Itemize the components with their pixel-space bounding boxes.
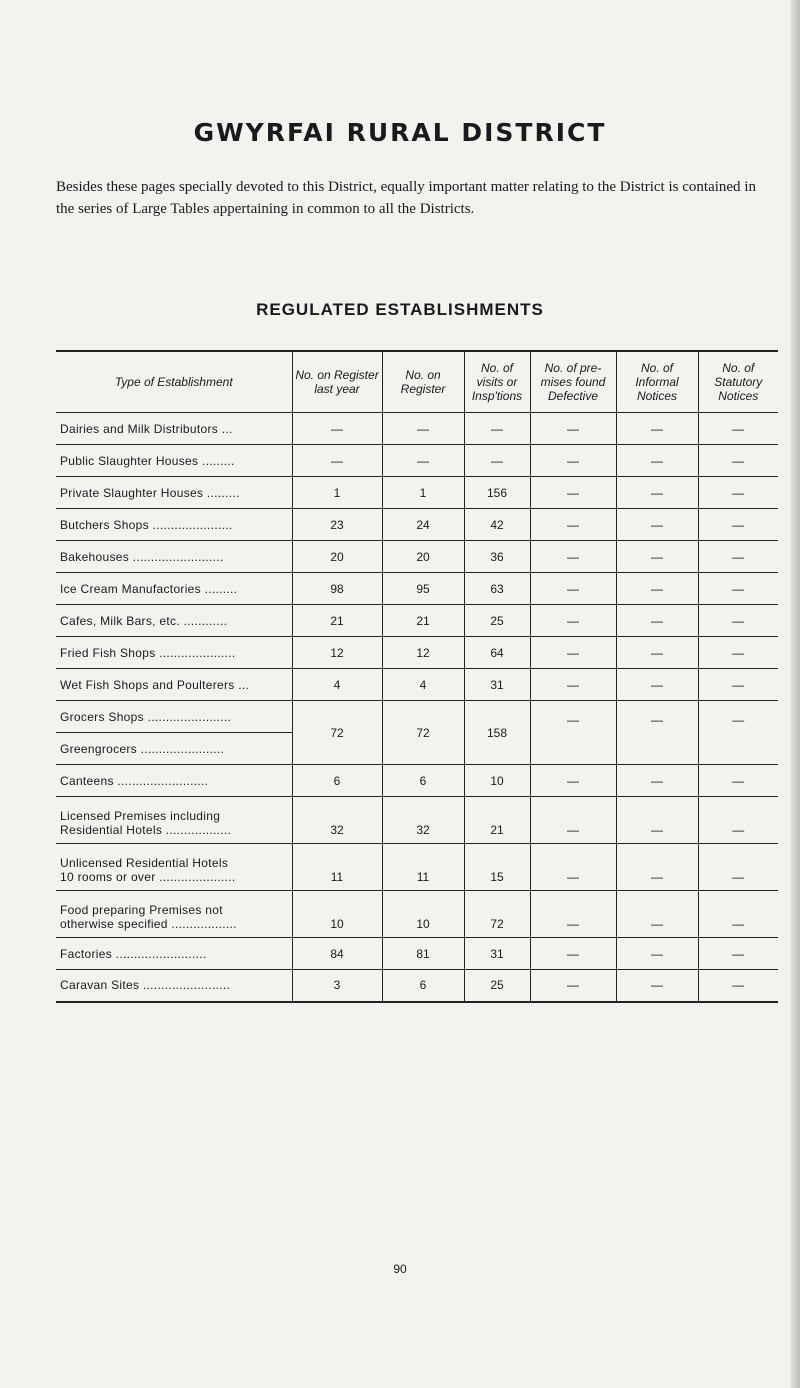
establishment-type bbox=[56, 797, 292, 844]
cell-stat: — bbox=[698, 669, 778, 701]
cell-def: — bbox=[530, 844, 616, 891]
cell-visits: 158 bbox=[464, 701, 530, 765]
table-row bbox=[56, 413, 778, 445]
cell-inf: — bbox=[616, 477, 698, 509]
establishment-type bbox=[56, 637, 292, 669]
page-edge-shadow bbox=[790, 0, 800, 1388]
establishment-type bbox=[56, 970, 292, 1002]
establishment-type bbox=[56, 938, 292, 970]
cell-inf: — bbox=[616, 970, 698, 1002]
table-row bbox=[56, 637, 778, 669]
cell-stat: — bbox=[698, 573, 778, 605]
cell-stat: — bbox=[698, 844, 778, 891]
establishment-type bbox=[56, 701, 292, 733]
cell-last: 21 bbox=[292, 605, 382, 637]
cell-stat: — bbox=[698, 445, 778, 477]
cell-inf: — bbox=[616, 509, 698, 541]
establishment-type bbox=[56, 844, 292, 891]
cell-visits: 21 bbox=[464, 797, 530, 844]
cell-empty-def bbox=[530, 733, 616, 765]
header-register: No. on Register bbox=[382, 351, 464, 413]
cell-visits: 31 bbox=[464, 938, 530, 970]
cell-last: 10 bbox=[292, 891, 382, 938]
cell-inf: — bbox=[616, 605, 698, 637]
cell-def: — bbox=[530, 445, 616, 477]
establishment-type-label: Bakehouses ......................... bbox=[60, 549, 224, 564]
table-row bbox=[56, 669, 778, 701]
cell-stat: — bbox=[698, 477, 778, 509]
table-row-grocers bbox=[56, 701, 778, 733]
cell-empty-inf bbox=[616, 733, 698, 765]
cell-visits: 10 bbox=[464, 765, 530, 797]
cell-reg: 12 bbox=[382, 637, 464, 669]
cell-inf: — bbox=[616, 844, 698, 891]
cell-inf: — bbox=[616, 573, 698, 605]
cell-stat: — bbox=[698, 970, 778, 1002]
cell-visits: 36 bbox=[464, 541, 530, 573]
cell-inf: — bbox=[616, 701, 698, 733]
cell-stat: — bbox=[698, 541, 778, 573]
table-row bbox=[56, 797, 778, 844]
establishment-type bbox=[56, 669, 292, 701]
cell-last: — bbox=[292, 413, 382, 445]
cell-inf: — bbox=[616, 797, 698, 844]
cell-inf: — bbox=[616, 891, 698, 938]
establishment-type-label: Caravan Sites ........................ bbox=[60, 978, 231, 993]
table-row bbox=[56, 891, 778, 938]
cell-reg: 95 bbox=[382, 573, 464, 605]
intro-paragraph: Besides these pages specially devoted to this District, equally important matter relating to the District is contained in the series of Large Tables appertaining in common to all the Districts. bbox=[56, 179, 756, 217]
cell-visits: 25 bbox=[464, 970, 530, 1002]
establishment-type-label: Private Slaughter Houses ......... bbox=[60, 485, 240, 500]
cell-visits: 156 bbox=[464, 477, 530, 509]
table-row bbox=[56, 970, 778, 1002]
cell-reg: — bbox=[382, 413, 464, 445]
establishment-type-line-2: otherwise specified .................. bbox=[60, 917, 237, 931]
cell-stat: — bbox=[698, 605, 778, 637]
cell-reg: 72 bbox=[382, 701, 464, 765]
header-type: Type of Establishment bbox=[114, 375, 233, 389]
cell-def: — bbox=[530, 637, 616, 669]
header-statutory-notices: No. of Statutory Notices bbox=[698, 351, 778, 413]
cell-reg: 81 bbox=[382, 938, 464, 970]
table-row bbox=[56, 938, 778, 970]
header-register-last-year: No. on Register last year bbox=[292, 351, 382, 413]
cell-visits: 15 bbox=[464, 844, 530, 891]
cell-def: — bbox=[530, 891, 616, 938]
cell-def: — bbox=[530, 477, 616, 509]
table-row bbox=[56, 844, 778, 891]
establishment-type-label: Canteens ......................... bbox=[60, 773, 209, 788]
cell-def: — bbox=[530, 970, 616, 1002]
establishment-type-label: Public Slaughter Houses ......... bbox=[60, 453, 235, 468]
cell-inf: — bbox=[616, 413, 698, 445]
cell-last: 20 bbox=[292, 541, 382, 573]
establishment-type-label: Grocers Shops ....................... bbox=[60, 709, 232, 724]
header-informal-notices: No. of Informal Notices bbox=[616, 351, 698, 413]
cell-inf: — bbox=[616, 637, 698, 669]
establishment-type bbox=[56, 477, 292, 509]
cell-last: 6 bbox=[292, 765, 382, 797]
establishment-type bbox=[56, 891, 292, 938]
establishment-type bbox=[56, 605, 292, 637]
cell-stat: — bbox=[698, 509, 778, 541]
establishment-type-line-1: Unlicensed Residential Hotels bbox=[60, 856, 229, 870]
establishment-type-label: Butchers Shops ...................... bbox=[60, 517, 233, 532]
establishment-type bbox=[56, 509, 292, 541]
cell-reg: 6 bbox=[382, 765, 464, 797]
cell-reg: — bbox=[382, 445, 464, 477]
cell-last: 84 bbox=[292, 938, 382, 970]
table-header-row bbox=[56, 351, 778, 413]
cell-last: 98 bbox=[292, 573, 382, 605]
cell-def: — bbox=[530, 701, 616, 733]
table-row bbox=[56, 509, 778, 541]
establishment-type-label: Factories ......................... bbox=[60, 946, 207, 961]
table-row bbox=[56, 765, 778, 797]
establishment-type bbox=[56, 413, 292, 445]
page-number: 90 bbox=[393, 1262, 407, 1276]
cell-last: 11 bbox=[292, 844, 382, 891]
cell-def: — bbox=[530, 541, 616, 573]
district-title: GWYRFAI RURAL DISTRICT bbox=[193, 118, 607, 147]
cell-def: — bbox=[530, 413, 616, 445]
cell-stat: — bbox=[698, 637, 778, 669]
cell-last: — bbox=[292, 445, 382, 477]
cell-inf: — bbox=[616, 541, 698, 573]
cell-stat: — bbox=[698, 797, 778, 844]
cell-visits: 31 bbox=[464, 669, 530, 701]
cell-stat: — bbox=[698, 891, 778, 938]
establishment-type-label: Cafes, Milk Bars, etc. ............ bbox=[60, 613, 228, 628]
cell-inf: — bbox=[616, 765, 698, 797]
establishment-type bbox=[56, 765, 292, 797]
cell-last: 12 bbox=[292, 637, 382, 669]
cell-visits: 25 bbox=[464, 605, 530, 637]
cell-def: — bbox=[530, 765, 616, 797]
cell-visits: 63 bbox=[464, 573, 530, 605]
cell-reg: 20 bbox=[382, 541, 464, 573]
cell-last: 4 bbox=[292, 669, 382, 701]
cell-visits: — bbox=[464, 445, 530, 477]
cell-reg: 1 bbox=[382, 477, 464, 509]
header-defective: No. of pre-mises found Defective bbox=[530, 351, 616, 413]
cell-last: 72 bbox=[292, 701, 382, 765]
cell-stat: — bbox=[698, 413, 778, 445]
regulated-establishments-table bbox=[56, 350, 778, 1003]
establishment-type bbox=[56, 573, 292, 605]
cell-inf: — bbox=[616, 938, 698, 970]
cell-visits: 72 bbox=[464, 891, 530, 938]
establishment-type-line-2: Residential Hotels .................. bbox=[60, 823, 232, 837]
cell-stat: — bbox=[698, 765, 778, 797]
cell-last: 32 bbox=[292, 797, 382, 844]
cell-def: — bbox=[530, 573, 616, 605]
cell-last: 1 bbox=[292, 477, 382, 509]
establishment-type bbox=[56, 541, 292, 573]
cell-stat: — bbox=[698, 701, 778, 733]
establishment-type-line-1: Food preparing Premises not bbox=[60, 903, 223, 917]
establishment-type-line-2: 10 rooms or over ..................... bbox=[60, 870, 236, 884]
cell-visits: 64 bbox=[464, 637, 530, 669]
cell-reg: 21 bbox=[382, 605, 464, 637]
cell-def: — bbox=[530, 509, 616, 541]
cell-reg: 6 bbox=[382, 970, 464, 1002]
cell-visits: 42 bbox=[464, 509, 530, 541]
table-row bbox=[56, 477, 778, 509]
cell-reg: 11 bbox=[382, 844, 464, 891]
cell-inf: — bbox=[616, 445, 698, 477]
establishment-type-label: Fried Fish Shops ..................... bbox=[60, 645, 236, 660]
establishment-type-line-1: Licensed Premises including bbox=[60, 809, 221, 823]
cell-stat: — bbox=[698, 938, 778, 970]
header-visits: No. of visits or Insp'tions bbox=[464, 351, 530, 413]
cell-last: 3 bbox=[292, 970, 382, 1002]
table-row bbox=[56, 541, 778, 573]
cell-inf: — bbox=[616, 669, 698, 701]
cell-visits: — bbox=[464, 413, 530, 445]
cell-def: — bbox=[530, 669, 616, 701]
establishment-type bbox=[56, 445, 292, 477]
table-row bbox=[56, 445, 778, 477]
establishment-type-label: Wet Fish Shops and Poulterers ... bbox=[60, 677, 250, 692]
establishment-type-label: Dairies and Milk Distributors ... bbox=[60, 421, 233, 436]
table-row bbox=[56, 573, 778, 605]
cell-last: 23 bbox=[292, 509, 382, 541]
table-row bbox=[56, 605, 778, 637]
cell-reg: 4 bbox=[382, 669, 464, 701]
establishment-type-label: Greengrocers ....................... bbox=[60, 741, 225, 756]
cell-reg: 10 bbox=[382, 891, 464, 938]
cell-reg: 24 bbox=[382, 509, 464, 541]
establishment-type-label: Ice Cream Manufactories ......... bbox=[60, 581, 238, 596]
establishment-type bbox=[56, 733, 292, 765]
cell-empty-stat bbox=[698, 733, 778, 765]
cell-def: — bbox=[530, 605, 616, 637]
cell-def: — bbox=[530, 797, 616, 844]
cell-def: — bbox=[530, 938, 616, 970]
table-title: REGULATED ESTABLISHMENTS bbox=[256, 300, 544, 319]
cell-reg: 32 bbox=[382, 797, 464, 844]
